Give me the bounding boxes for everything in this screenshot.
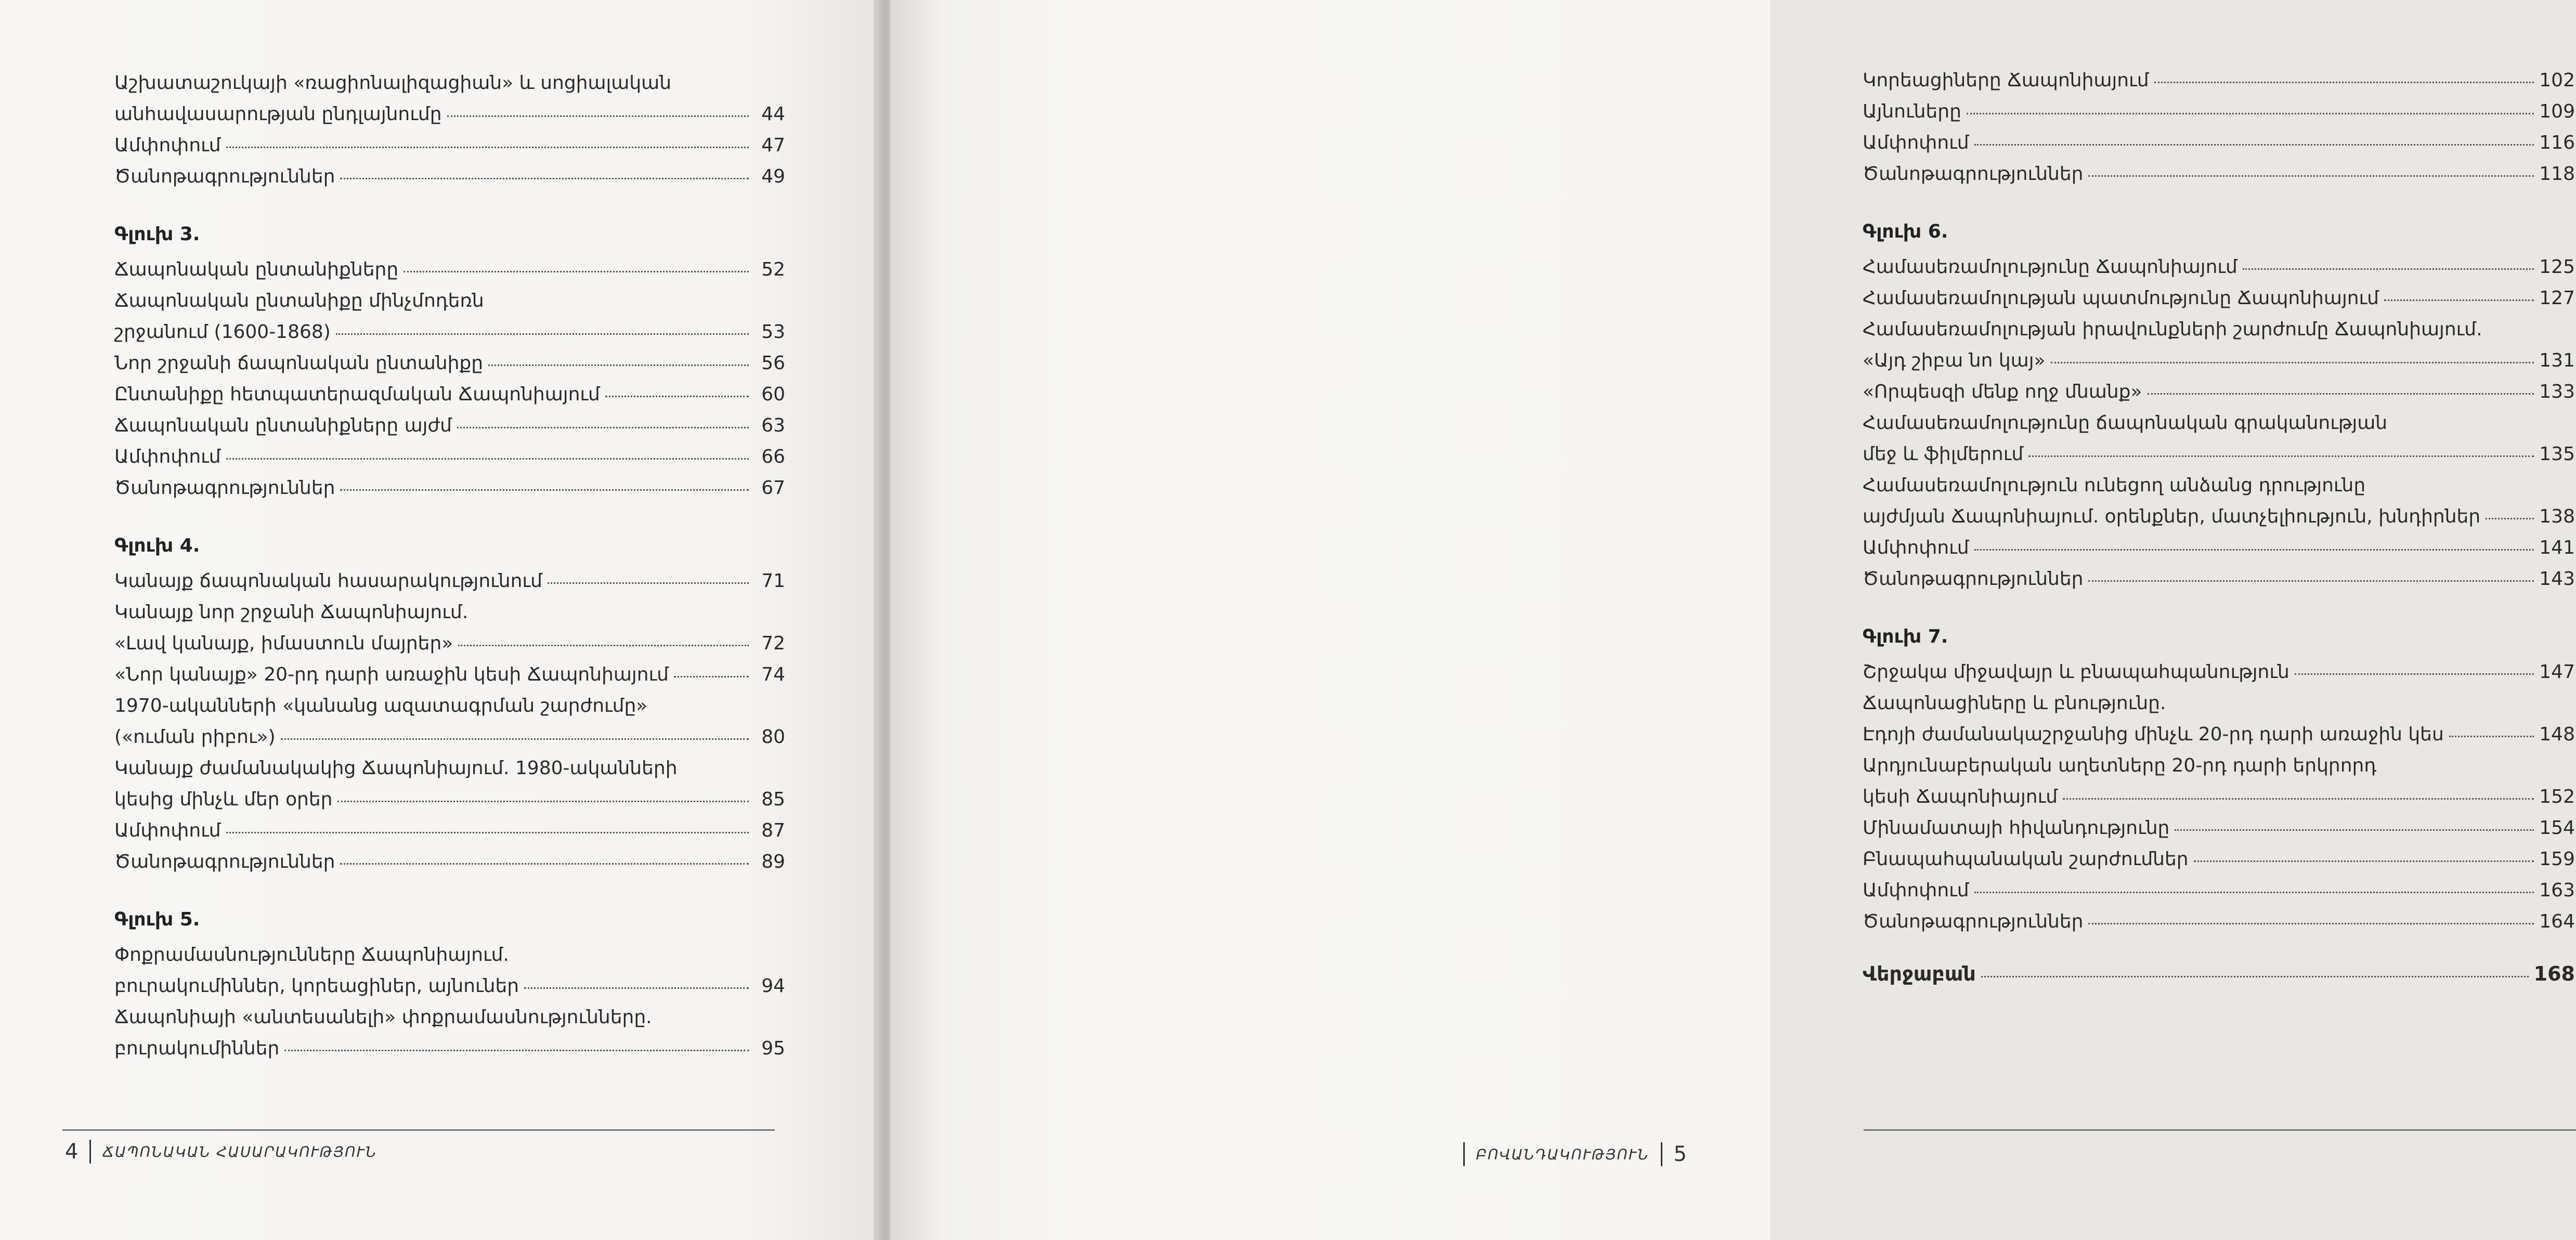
footer-separator [1463, 1142, 1465, 1166]
toc-entry-title-line: Ճապոնական ընտանիքները [114, 259, 399, 280]
leader-dots [548, 582, 749, 584]
footer-separator [89, 1140, 91, 1164]
toc-entry-page: 94 [761, 975, 785, 997]
footer-divider [1864, 1129, 2576, 1131]
toc-entry[interactable] [1863, 813, 2575, 844]
leader-dots [524, 987, 749, 989]
toc-entry-page: 74 [761, 664, 785, 685]
toc-entry[interactable] [1863, 906, 2575, 937]
toc-entry-page: 135 [2539, 443, 2575, 465]
leader-dots [458, 645, 749, 646]
leader-dots [2028, 455, 2534, 457]
leader-dots [457, 427, 749, 428]
toc-entry-title-line: Մինամատայի հիվանդությունը [1863, 817, 2170, 839]
toc-entry-page: 60 [761, 384, 785, 405]
leader-dots [2449, 736, 2534, 737]
toc-entry[interactable] [1863, 470, 2575, 532]
leader-dots [2243, 268, 2534, 270]
toc-entry[interactable] [1863, 844, 2575, 875]
toc-entry-title-line: 1970-ականների «կանանց ազատագրման շարժումը» [114, 695, 648, 716]
left-footer [65, 1133, 377, 1170]
leader-dots [2175, 829, 2534, 831]
toc-entry-page: 116 [2539, 132, 2575, 153]
toc-entry-page: 49 [761, 166, 785, 187]
toc-entry-page: 118 [2539, 163, 2575, 185]
toc-entry[interactable] [114, 161, 785, 192]
leader-dots [2295, 673, 2534, 675]
chapter-heading: Գլուխ 4. [114, 535, 200, 556]
leader-dots [1974, 892, 2534, 893]
chapter-items [114, 254, 785, 504]
toc-entry[interactable] [1863, 159, 2575, 190]
toc-entry-title-line: Համասեռամոլություն ունեցող անձանց դրությունը [1863, 475, 2366, 496]
page-number: 4 [65, 1140, 79, 1164]
toc-entry[interactable] [114, 690, 785, 753]
leader-dots [1974, 549, 2534, 551]
leader-dots [2063, 798, 2534, 800]
toc-entry-page: 95 [761, 1038, 785, 1059]
toc-entry[interactable] [114, 1002, 785, 1064]
leader-dots [226, 458, 749, 460]
toc-entry-page: 143 [2539, 568, 2575, 590]
toc-entry[interactable] [1863, 564, 2575, 595]
toc-entry-page: 63 [761, 415, 785, 436]
toc-entry-page: 131 [2539, 350, 2575, 371]
leader-dots [1974, 144, 2534, 146]
leader-dots [2088, 580, 2534, 582]
chapter-items [1863, 657, 2575, 937]
toc-entry-title-line: Կորեացիները Ճապոնիայում [1863, 70, 2149, 91]
leader-dots [281, 738, 749, 740]
footer-divider [62, 1129, 775, 1131]
chapter-heading: Գլուխ 3. [114, 224, 200, 245]
toc-entry-title-line: Կանայք ճապոնական հասարակությունում [114, 570, 542, 592]
toc-entry-title-line: շրջանում (1600-1868) [114, 321, 331, 343]
toc-entry[interactable] [114, 379, 785, 410]
toc-entry-title-line: Համասեռամոլությունը ճապոնական գրականության [1863, 412, 2388, 434]
toc-entry[interactable] [114, 566, 785, 597]
toc-entry-title-line: «Նոր կանայք» 20-րդ դարի առաջին կեսի Ճապոնիայում [114, 664, 669, 685]
left-chapters [114, 224, 785, 1064]
right-footer [1452, 1136, 1687, 1172]
toc-entry-title-line: բուրակումիններ, կորեացիներ, այնուներ [114, 975, 519, 997]
leader-dots [2051, 362, 2534, 363]
toc-entry-page: 125 [2539, 256, 2575, 278]
toc-entry-title-line: Համասեռամոլությունը Ճապոնիայում [1863, 256, 2237, 278]
toc-entry-title-line: Ճապոնացիները և բնությունը. [1863, 693, 2166, 714]
leader-dots [404, 271, 749, 272]
toc-entry-page: 87 [761, 820, 785, 841]
leader-dots [488, 364, 749, 366]
toc-entry-page: 141 [2539, 537, 2575, 558]
toc-entry-page: 127 [2539, 288, 2575, 309]
toc-entry[interactable] [114, 846, 785, 878]
toc-entry-title-line: անհավասարության ընդլայնումը [114, 103, 442, 125]
leader-dots [2194, 860, 2534, 862]
leader-dots [340, 489, 749, 491]
toc-entry-title-line: Էդոյի ժամանակաշրջանից մինչև 20-րդ դարի առաջին կես [1863, 724, 2444, 745]
toc-entry-title-line: Ամփոփում [1863, 537, 1969, 558]
toc-entry-title-line: բուրակումիններ [114, 1038, 280, 1059]
toc-entry-page: 71 [761, 570, 785, 592]
running-title: ՃԱՊՈՆԱԿԱՆ ՀԱՍԱՐԱԿՈՒԹՅՈՒՆ [102, 1143, 378, 1160]
toc-entry-page: 47 [761, 135, 785, 156]
toc-entry-page: 164 [2539, 911, 2575, 932]
leader-dots [2088, 923, 2534, 924]
toc-entry-title-line: Բնապահպանական շարժումներ [1863, 849, 2189, 870]
toc-entry-page: 154 [2539, 817, 2575, 839]
toc-entry[interactable] [114, 254, 785, 285]
toc-entry-title-line: Ծանոթագրություններ [1863, 163, 2084, 185]
leader-dots [1967, 113, 2534, 114]
toc-entry-title-line: Ամփոփում [1863, 132, 1969, 153]
toc-entry[interactable] [1863, 283, 2575, 314]
toc-entry-title-line: Ճապոնական ընտանիքը մինչմոդեռն [114, 290, 484, 311]
toc-entry-title-line: Այնուները [1863, 101, 1961, 122]
toc-entry-afterword[interactable] [1863, 958, 2575, 989]
toc-entry[interactable] [1863, 127, 2575, 159]
leader-dots [336, 333, 749, 335]
page-number: 5 [1673, 1142, 1687, 1166]
toc-entry[interactable] [114, 130, 785, 161]
chapter-items [1863, 252, 2575, 595]
toc-entry-page: 133 [2539, 381, 2575, 402]
toc-entry[interactable] [1863, 314, 2575, 376]
right-toc [1863, 65, 2575, 989]
toc-entry-page: 66 [761, 446, 785, 467]
toc-entry[interactable] [114, 68, 785, 130]
leader-dots [340, 178, 749, 179]
toc-entry[interactable] [114, 753, 785, 815]
toc-entry-title-line: կեսից մինչև մեր օրեր [114, 789, 333, 810]
toc-entry[interactable] [114, 410, 785, 441]
toc-entry-title-line: Ծանոթագրություններ [114, 166, 335, 187]
toc-entry-title-line: Ճապոնիայի «անտեսանելի» փոքրամասնությունները. [114, 1007, 652, 1028]
toc-entry[interactable] [114, 939, 785, 1002]
leader-dots [1981, 976, 2529, 977]
leader-dots [2154, 82, 2534, 83]
toc-entry-title-line: Ծանոթագրություններ [114, 851, 335, 872]
toc-entry-page: 85 [761, 789, 785, 810]
toc-entry-title-line: Ամփոփում [1863, 880, 1969, 901]
toc-entry-title-line: Կանայք նոր շրջանի Ճապոնիայում. [114, 602, 469, 623]
toc-entry-page: 44 [761, 103, 785, 125]
leader-dots [284, 1050, 749, 1051]
toc-entry-page: 52 [761, 259, 785, 280]
toc-entry-page: 159 [2539, 849, 2575, 870]
toc-entry-title-line: Ամփոփում [114, 135, 221, 156]
leader-dots [605, 396, 749, 397]
toc-entry[interactable] [114, 441, 785, 473]
toc-entry-title-line: Ամփոփում [114, 446, 221, 467]
left-top-items [114, 68, 785, 192]
toc-entry[interactable] [1863, 750, 2575, 813]
toc-entry[interactable] [1863, 408, 2575, 470]
toc-entry[interactable] [114, 473, 785, 504]
leader-dots [674, 676, 749, 677]
toc-entry-page: 72 [761, 633, 785, 654]
toc-entry-title: Վերջաբան [1863, 962, 1976, 985]
toc-entry-title-line: Կանայք ժամանակակից Ճապոնիայում. 1980-ականների [114, 758, 678, 779]
right-chapters [1863, 221, 2575, 937]
toc-entry[interactable] [114, 597, 785, 659]
toc-entry-title-line: Ծանոթագրություններ [1863, 568, 2084, 590]
toc-entry-title-line: Ծանոթագրություններ [1863, 911, 2084, 932]
toc-entry-title-line: «Լավ կանայք, իմաստուն մայրեր» [114, 633, 453, 654]
chapter-heading: Գլուխ 7. [1863, 626, 1948, 647]
toc-entry[interactable] [1863, 65, 2575, 96]
toc-entry-title-line: Նոր շրջանի ճապոնական ընտանիքը [114, 353, 484, 374]
toc-entry-title-line: Փոքրամասնությունները Ճապոնիայում. [114, 944, 509, 965]
toc-entry-title-line: Աշխատաշուկայի «ռացիոնալիզացիան» և սոցիալական [114, 72, 672, 94]
toc-entry-page: 109 [2539, 101, 2575, 122]
leader-dots [226, 147, 749, 148]
toc-entry-title-line: Համասեռամոլության պատմությունը Ճապոնիայում [1863, 288, 2379, 309]
chapter-items [114, 566, 785, 878]
chapter-heading: Գլուխ 5. [114, 909, 200, 930]
toc-entry[interactable] [1863, 875, 2575, 906]
running-title: ԲՈՎԱՆԴԱԿՈՒԹՅՈՒՆ [1476, 1145, 1649, 1163]
toc-entry[interactable] [114, 659, 785, 690]
toc-entry-title-line: Արդյունաբերական աղետները 20-րդ դարի երկրորդ [1863, 755, 2377, 776]
toc-entry[interactable] [1863, 532, 2575, 564]
toc-entry-page: 56 [761, 353, 785, 374]
toc-entry-page: 147 [2539, 661, 2575, 683]
toc-entry-title-line: Ճապոնական ընտանիքները այժմ [114, 415, 452, 436]
toc-entry[interactable] [114, 815, 785, 846]
leader-dots [2088, 175, 2534, 177]
toc-entry-title-line: Շրջակա միջավայր և բնապահպանություն [1863, 661, 2289, 683]
right-top-items [1863, 65, 2575, 190]
toc-entry-title-line: «Որպեսզի մենք ողջ մնանք» [1863, 381, 2142, 402]
chapter-heading: Գլուխ 6. [1863, 221, 1948, 242]
toc-entry-title-line: կեսի Ճապոնիայում [1863, 786, 2058, 807]
chapter-items [114, 939, 785, 1064]
leader-dots [2486, 518, 2534, 519]
toc-entry-title-line: «Այդ շիբա նո կայ» [1863, 350, 2046, 371]
leader-dots [2384, 299, 2534, 301]
toc-entry-title-line: Ծանոթագրություններ [114, 477, 335, 499]
left-toc [114, 68, 785, 1064]
leader-dots [2148, 393, 2534, 395]
toc-entry-page: 138 [2539, 506, 2575, 527]
toc-entry-title-line: մեջ և ֆիլմերում [1863, 443, 2024, 465]
toc-entry-page: 53 [761, 321, 785, 343]
toc-entry-title-line: Համասեռամոլության իրավունքների շարժումը Ճապոնիայում. [1863, 319, 2482, 340]
leader-dots [447, 115, 749, 117]
leader-dots [340, 863, 749, 865]
footer-separator [1661, 1142, 1662, 1166]
toc-entry[interactable] [1863, 688, 2575, 750]
toc-entry-page: 148 [2539, 724, 2575, 745]
toc-entry-page: 89 [761, 851, 785, 872]
toc-entry[interactable] [1863, 376, 2575, 408]
toc-entry-page: 67 [761, 477, 785, 499]
leader-dots [337, 801, 749, 802]
toc-entry-page: 163 [2539, 880, 2575, 901]
toc-entry[interactable] [1863, 657, 2575, 688]
toc-entry[interactable] [114, 285, 785, 348]
leader-dots [226, 832, 749, 833]
toc-entry-page: 168 [2533, 962, 2575, 985]
toc-entry-title-line: այժմյան Ճապոնիայում. օրենքներ, մատչելիություն, խնդիրներ [1863, 506, 2481, 527]
toc-entry[interactable] [1863, 96, 2575, 127]
toc-entry[interactable] [1863, 252, 2575, 283]
right-page [890, 0, 2575, 1240]
toc-entry-page: 80 [761, 726, 785, 748]
toc-entry-page: 102 [2539, 70, 2575, 91]
toc-entry-title-line: («ուման րիբու») [114, 726, 276, 748]
left-page [0, 0, 879, 1240]
toc-entry-page: 152 [2539, 786, 2575, 807]
toc-entry-title-line: Ամփոփում [114, 820, 221, 841]
toc-entry-title-line: Ընտանիքը հետպատերազմական Ճապոնիայում [114, 384, 600, 405]
toc-entry[interactable] [114, 348, 785, 379]
